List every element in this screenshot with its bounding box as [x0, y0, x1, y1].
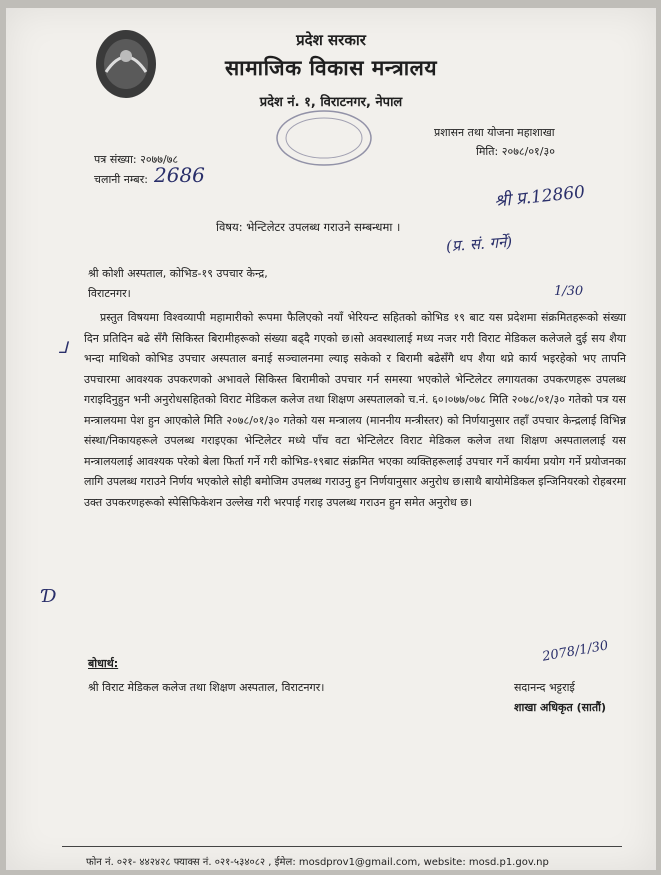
handwritten-register-no: श्री प्र.12860 — [493, 182, 586, 212]
cc-recipient: श्री विराट मेडिकल कलेज तथा शिक्षण अस्पताल, विराटनगर। — [88, 681, 325, 694]
header-line-1: प्रदेश सरकार — [296, 31, 366, 49]
letter-number: पत्र संख्या: २०७७/७८ — [94, 153, 179, 166]
letter-date: मिति: २०७८/०१/३० — [476, 145, 555, 158]
signatory-title: शाखा अधिकृत (सातौं) — [514, 701, 607, 714]
recipient-line-1: श्री कोशी अस्पताल, कोभिड-१९ उपचार केन्द्र, — [88, 267, 268, 280]
handwritten-note: (प्र. सं. गर्ने) — [445, 232, 513, 256]
division-name: प्रशासन तथा योजना महाशाखा — [434, 126, 555, 139]
footer-contact: फोन नं. ०२१- ४४२४२८ फ्याक्स नं. ०२१-५३४०८२ , ईमेल: mosdprov1@gmail.com, website: mosd.p1.gov.np — [86, 857, 549, 868]
header-ministry: सामाजिक विकास मन्त्रालय — [224, 56, 438, 80]
handwritten-note-number: 1/30 — [554, 284, 584, 299]
dispatch-label: चलानी नम्बर: — [94, 173, 148, 186]
margin-mark-1: ᒧ — [58, 338, 68, 357]
letter-page — [6, 8, 656, 870]
subject-line: विषय: भेन्टिलेटर उपलब्ध गराउने सम्बन्धमा । — [216, 220, 401, 234]
signatory-name: सदानन्द भट्टराई — [514, 681, 575, 694]
margin-mark-2: Ɗ — [42, 586, 57, 607]
header-address: प्रदेश नं. १, विराटनगर, नेपाल — [259, 95, 403, 110]
signature-scribble: 2078/1/30 — [541, 638, 610, 665]
office-stamp — [274, 108, 374, 168]
cc-label: बोधार्थ: — [88, 657, 119, 670]
footer-divider — [62, 846, 622, 847]
letter-body: प्रस्तुत विषयमा विश्वव्यापी महामारीको रूपमा फैलिएको नयाँ भेरियन्ट सहितको कोभिड १९ बाट यस प्रदेशमा संक्रमितहरूको संख्या दिन प्रतिदिन बढे सँगै सिकिस्त बिरामीहरूको संख्या बढ्दै गएको छ।सो अवस्थालाई मध्य नजर गरी विराट मेडिकल कलेजले दुई सय शैया भन्दा माथिको कोभिड उपचार अस्पताल बनाई सञ्चालनमा ल्याइ सकेको र बिरामी बढेसँगै थप शैया थप्ने कार्य भइरहेको भए तापनि उपचारमा आवश्यक उपकरणको अभावले सिकिस्त बिरामीको उपचार गर्न समस्या भएकोले भेन्टिलेटर लगायतका उपकरणहरू उपलब्ध गराइदिनुहुन भनी अनुरोधसहितको विराट मेडिकल कलेज तथा शिक्षण अस्पतालको च.नं. ६०।०७७/०७८ मिति २०७८/०१/३० गतेको पत्र यस मन्त्रालयमा पेश हुन आएकोले मिति २०७८/०१/३० गतेको यस मन्त्रालय (माननीय मन्त्रीस्तर) को निर्णयानुसार तहाँ उपचार केन्द्रलाई विभिन्न संस्था/निकायहरूले उपलब्ध गराइएका भेन्टिलेटर मध्ये पाँच वटा भेन्टिलेटर विराट मेडिकल कलेज तथा शिक्षण अस्पताललाई यस मन्त्रालयलाई आवश्यक परेको बेला फिर्ता गर्ने गरी कोभिड-१९बाट संक्रमित भएका व्यक्तिहरूलाई उपचार गर्ने कार्यमा प्रयोग गर्ने प्रयोजनका लागि उपलब्ध गराउने निर्णय भएकोले सोही बमोजिम उपलब्ध गराउनु हुन निर्णयानुसार अनुरोध छ।साथै बायोमेडिकल इन्जिनियरको रोहबरमा उक्त उपकरणहरूको स्पेसिफिकेशन उल्लेख गरी भरपाई गराइ उपलब्ध गराउन हुन समेत अनुरोध छ। — [84, 311, 626, 509]
recipient-line-2: विराटनगर। — [88, 287, 131, 300]
dispatch-number: 2686 — [154, 163, 205, 187]
